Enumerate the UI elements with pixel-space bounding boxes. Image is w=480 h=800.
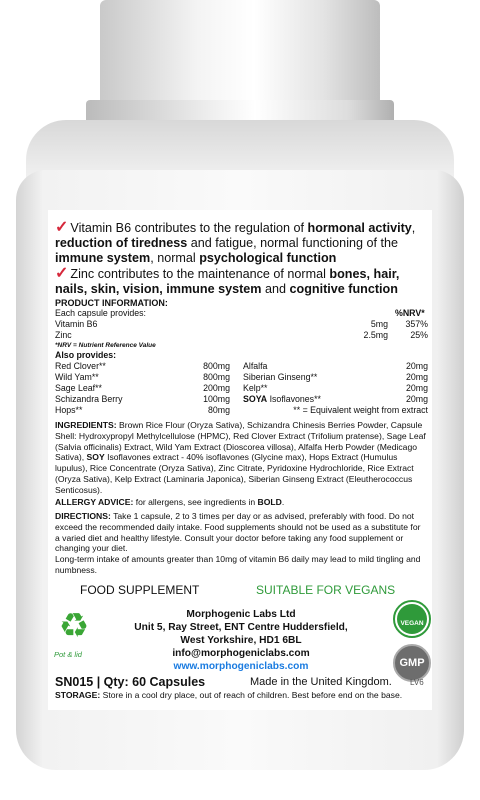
gmp-icon: GMP <box>393 644 431 682</box>
ingredient-name: Kelp** <box>243 383 268 393</box>
vitamin-amount: 5mg <box>370 319 388 329</box>
check-icon: ✓ <box>55 219 69 236</box>
ingredient-name: Siberian Ginseng** <box>243 372 318 382</box>
version-label: LV6 <box>410 678 424 687</box>
product-info-title: PRODUCT INFORMATION: <box>55 298 168 308</box>
vitamin-nrv: 357% <box>405 319 428 329</box>
ingredient-name: Hops** <box>55 405 83 415</box>
allergy-text: ALLERGY ADVICE: for allergens, see ingredients in BOLD. <box>55 497 285 507</box>
ingredient-amount: 20mg <box>405 394 428 404</box>
sku-qty: SN015 | Qty: 60 Capsules <box>55 675 206 689</box>
ingredient-name: Sage Leaf** <box>55 383 102 393</box>
ingredient-name: Alfalfa <box>243 361 268 371</box>
ingredient-amount: 800mg <box>203 361 230 371</box>
ingredient-amount: 200mg <box>203 383 230 393</box>
vitamin-name: Vitamin B6 <box>55 319 98 329</box>
ingredient-amount: 100mg <box>203 394 230 404</box>
vitamin-amount: 2.5mg <box>363 330 388 340</box>
ingredients-text: INGREDIENTS: Brown Rice Flour (Oryza Sativa), Schizandra Chinesis Berries Powder, Capsule Shell: Hydroxypropyl Methylcellulose (HPMC), Red Clover Extract (Trifolium pratense), Sage Leaf (Salvia officinalis) Extract, Wild Yam Extract (Dioscorea villosa), Alfalfa Herb Powder (Medicago Sativa), SOY Isoflavones extract - 40% isoflavones (Glycine max), Hops Extract (Humulus lupulus), Rice Concentrate (Oryza Sativa), Zinc Citrate, Pyridoxine Hydrochloride, Rice Extract (Oryza Sativa), Kelp Extract (Laminaria Japonica), Siberian Ginseng Extract (Eleutherococcus Senticosus). <box>55 420 426 495</box>
vitamin-name: Zinc <box>55 330 72 340</box>
bottle-cap <box>100 0 380 115</box>
vegan-icon <box>393 600 431 638</box>
vitamin-nrv: 25% <box>410 330 428 340</box>
check-icon: ✓ <box>55 265 69 282</box>
equiv-note: ** = Equivalent weight from extract <box>293 405 428 415</box>
made-in-label: Made in the United Kingdom. <box>250 676 392 688</box>
ingredient-amount: 800mg <box>203 372 230 382</box>
ingredient-name-soya: SOYA Isoflavones** <box>243 394 321 404</box>
ingredient-amount: 80mg <box>207 405 230 415</box>
ingredient-amount: 20mg <box>405 361 428 371</box>
storage-text: STORAGE: Store in a cool dry place, out of reach of children. Best before end on the base. <box>55 690 403 700</box>
ingredient-amount: 20mg <box>405 383 428 393</box>
company-address: Morphogenic Labs Ltd Unit 5, Ray Street, ENT Centre Huddersfield, West Yorkshire, HD1 6BL info@morphogeniclabs.com www.morphogeniclabs.com <box>110 608 372 673</box>
ingredient-name: Wild Yam** <box>55 372 99 382</box>
recycle-icon: ♻ <box>58 607 90 645</box>
also-provides-label: Also provides: <box>55 350 117 360</box>
vegan-badge-label: VEGAN <box>397 604 427 634</box>
food-supplement-label: FOOD SUPPLEMENT <box>80 583 200 597</box>
website-link[interactable]: www.morphogeniclabs.com <box>173 661 309 672</box>
claim-vitamin-b6: ✓ Vitamin B6 contributes to the regulation of hormonal activity, reduction of tiredness and fatigue, normal functioning of the immune system, normal psychological function <box>55 219 416 265</box>
ingredient-amount: 20mg <box>405 372 428 382</box>
each-capsule-label: Each capsule provides: <box>55 308 146 318</box>
nrv-note: *NRV = Nutrient Reference Value <box>55 342 156 349</box>
pot-lid-label: Pot & lid <box>54 650 82 659</box>
suitable-for-vegans-label: SUITABLE FOR VEGANS <box>256 583 396 597</box>
claim-zinc: ✓ Zinc contributes to the maintenance of normal bones, hair, nails, skin, vision, immune system and cognitive function <box>55 265 400 296</box>
directions-text: DIRECTIONS: Take 1 capsule, 2 to 3 times per day or as advised, preferably with food. Do not exceed the recommended daily intake. Food supplements should not be used as a substitute for a varied diet and healthy lifestyle. Consult your doctor before taking any food supplement or changing your diet. Long-term intake of amounts greater than 10mg of vitamin B6 daily may lead to mild tingling and numbness. <box>55 511 421 575</box>
ingredient-name: Schizandra Berry <box>55 394 123 404</box>
nrv-header: %NRV* <box>395 308 425 318</box>
ingredient-name: Red Clover** <box>55 361 106 371</box>
